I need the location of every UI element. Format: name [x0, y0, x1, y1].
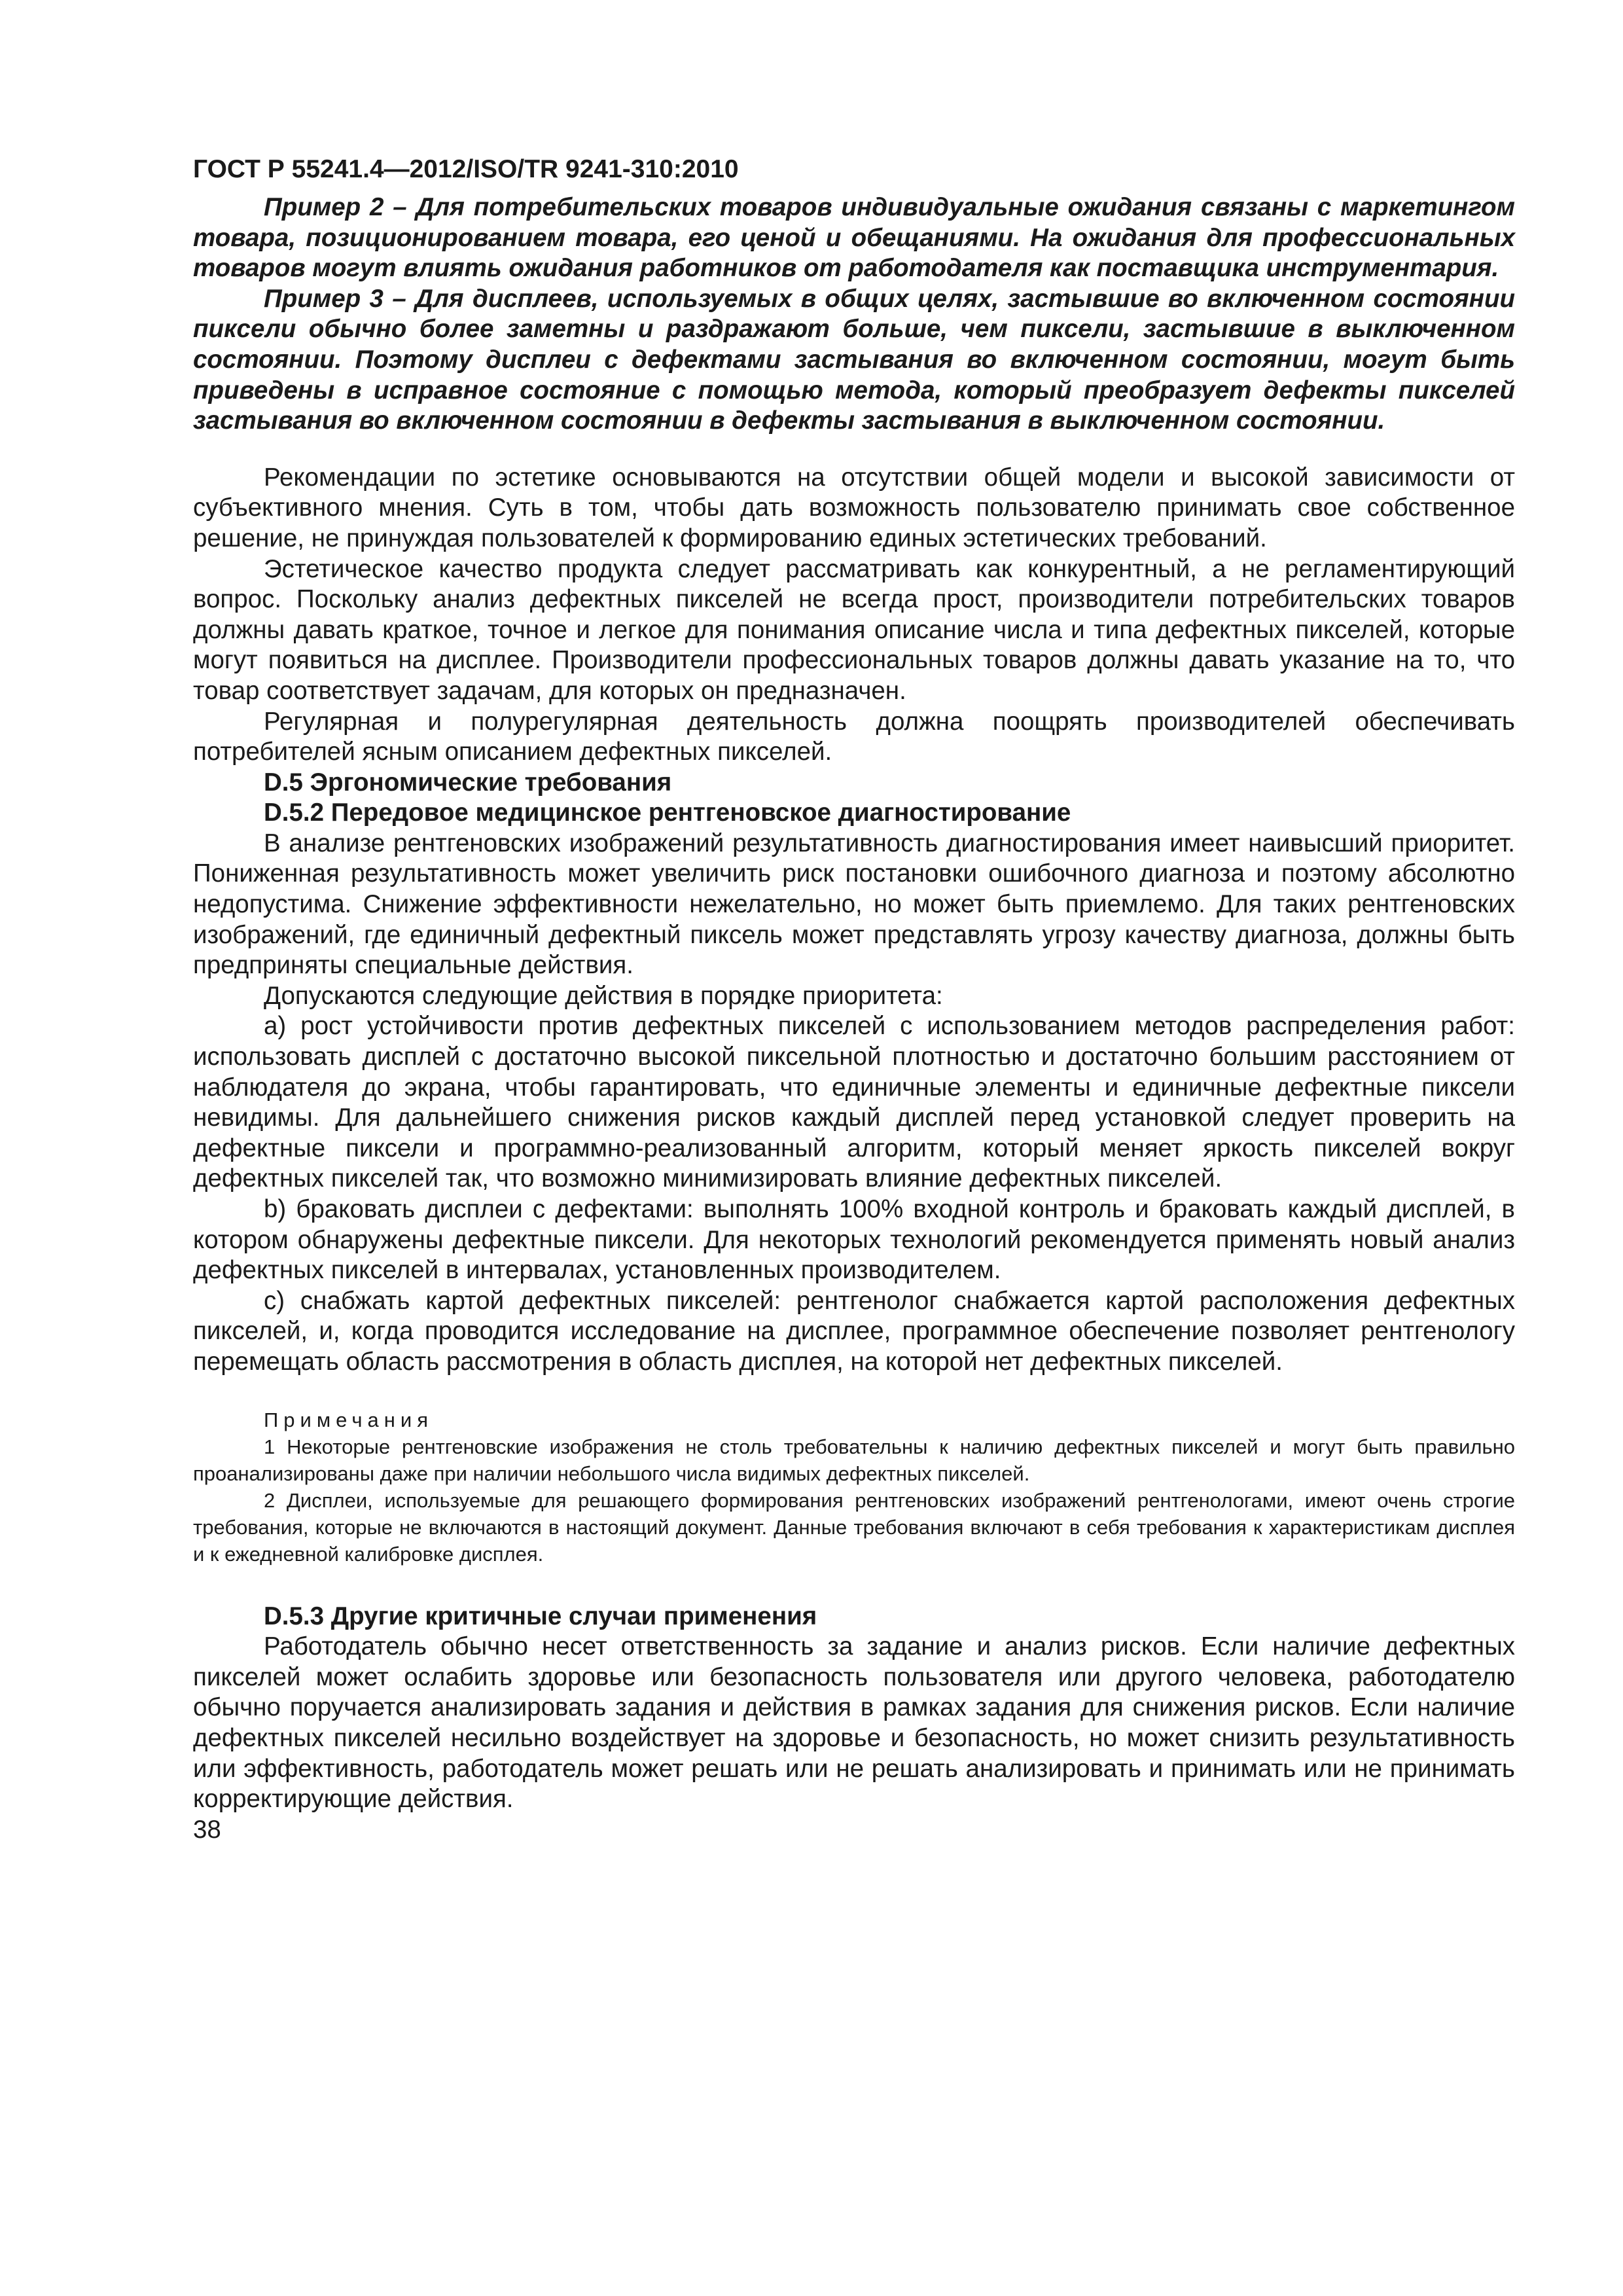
paragraph-aesthetic-quality: Эстетическое качество продукта следует рассматривать как конкурентный, а не регламентирующий вопрос. Поскольку анализ дефектных пикселей не всегда прост, производители потребительских товаров должны давать краткое, точное и легкое для понимания описание числа и типа дефектных пикселей, которые могут появиться на дисплее. Производители профессиональных товаров должны давать указание на то, что товар соответствует задачам, для которых он предназначен.: [193, 554, 1515, 705]
notes-title: Примечания: [264, 1408, 433, 1431]
note-1: 1 Некоторые рентгеновские изображения не столь требовательны к наличию дефектных пикселей и могут быть правильно проанализированы даже при наличии небольшого числа видимых дефектных пикселей.: [193, 1435, 1515, 1485]
paragraph-regulation: Регулярная и полурегулярная деятельность должна поощрять производителей обеспечивать потребителей ясным описанием дефектных пикселей.: [193, 707, 1515, 766]
paragraph-xray-analysis: В анализе рентгеновских изображений результативность диагностирования имеет наивысший приоритет. Пониженная результативность может увеличить риск постановки ошибочного диагноза и поэтому абсолютно недопустима. Снижение эффективности нежелательно, но может быть приемлемо. Для таких рентгеновских изображений, где единичный дефектный пиксель может представлять угрозу качеству диагноза, должны быть предприняты специальные действия.: [193, 829, 1515, 980]
page-number: 38: [193, 1815, 221, 1844]
page-content: [193, 153, 1515, 1845]
example-2: Пример 2 – Для потребительских товаров индивидуальные ожидания связаны с маркетингом товара, позиционированием товара, его ценой и обещаниями. На ожидания для профессиональных товаров могут влиять ожидания работников от работодателя как поставщика инструментария.: [193, 193, 1515, 283]
heading-d53: D.5.3 Другие критичные случаи применения: [264, 1602, 817, 1630]
paragraph-employer: Работодатель обычно несет ответственность за задание и анализ рисков. Если наличие дефектных пикселей может ослабить здоровье или безопасность пользователя или другого человека, работодателю обычно поручается анализировать задания и действия в рамках задания для снижения рисков. Если наличие дефектных пикселей несильно воздействует на здоровье и безопасность, но может снизить результативность или эффективность, работодатель может решать или не решать анализировать и принимать или не принимать корректирующие действия.: [193, 1632, 1515, 1814]
document-header: ГОСТ Р 55241.4—2012/ISO/TR 9241-310:2010: [193, 155, 739, 183]
paragraph-allowed-actions: Допускаются следующие действия в порядке приоритета:: [264, 981, 943, 1010]
heading-d5: D.5 Эргономические требования: [264, 768, 672, 797]
list-item-a: a) рост устойчивости против дефектных пикселей с использованием методов распределения работ: использовать дисплей с достаточно высокой пиксельной плотностью и достаточно большим расстоянием от наблюдателя до экрана, чтобы гарантировать, что единичные элементы и единичные дефектные пиксели невидимы. Для дальнейшего снижения рисков каждый дисплей перед установкой следует проверить на дефектные пиксели и программно-реализованный алгоритм, который меняет яркость пикселей вокруг дефектных пикселей так, что возможно минимизировать влияние дефектных пикселей.: [193, 1012, 1515, 1193]
list-item-b: b) браковать дисплеи с дефектами: выполнять 100% входной контроль и браковать каждый дисплей, в котором обнаружены дефектные пиксели. Для некоторых технологий рекомендуется применять новый анализ дефектных пикселей в интервалах, установленных производителем.: [193, 1195, 1515, 1285]
example-3: Пример 3 – Для дисплеев, используемых в общих целях, застывшие во включенном состоянии пиксели обычно более заметны и раздражают больше, чем пиксели, застывшие в выключенном состоянии. Поэтому дисплеи с дефектами застывания во включенном состоянии, могут быть приведены в исправное состояние с помощью метода, который преобразует дефекты пикселей застывания во включенном состоянии в дефекты застывания в выключенном состоянии.: [193, 284, 1515, 435]
heading-d52: D.5.2 Передовое медицинское рентгеновское диагностирование: [264, 798, 1071, 827]
list-item-c: c) снабжать картой дефектных пикселей: рентгенолог снабжается картой расположения дефектных пикселей, и, когда проводится исследование на дисплее, программное обеспечение позволяет рентгенологу перемещать область рассмотрения в область дисплея, на которой нет дефектных пикселей.: [193, 1286, 1515, 1376]
paragraph-aesthetics: Рекомендации по эстетике основываются на отсутствии общей модели и высокой зависимости от субъективного мнения. Суть в том, чтобы дать возможность пользователю принимать свое собственное решение, не принуждая пользователей к формированию единых эстетических требований.: [193, 463, 1515, 552]
note-2: 2 Дисплеи, используемые для решающего формирования рентгеновских изображений рентгенологами, имеют очень строгие требования, которые не включаются в настоящий документ. Данные требования включают в себя требования к характеристикам дисплея и к ежедневной калибровке дисплея.: [193, 1488, 1515, 1566]
notes-block: [193, 1407, 1515, 1568]
